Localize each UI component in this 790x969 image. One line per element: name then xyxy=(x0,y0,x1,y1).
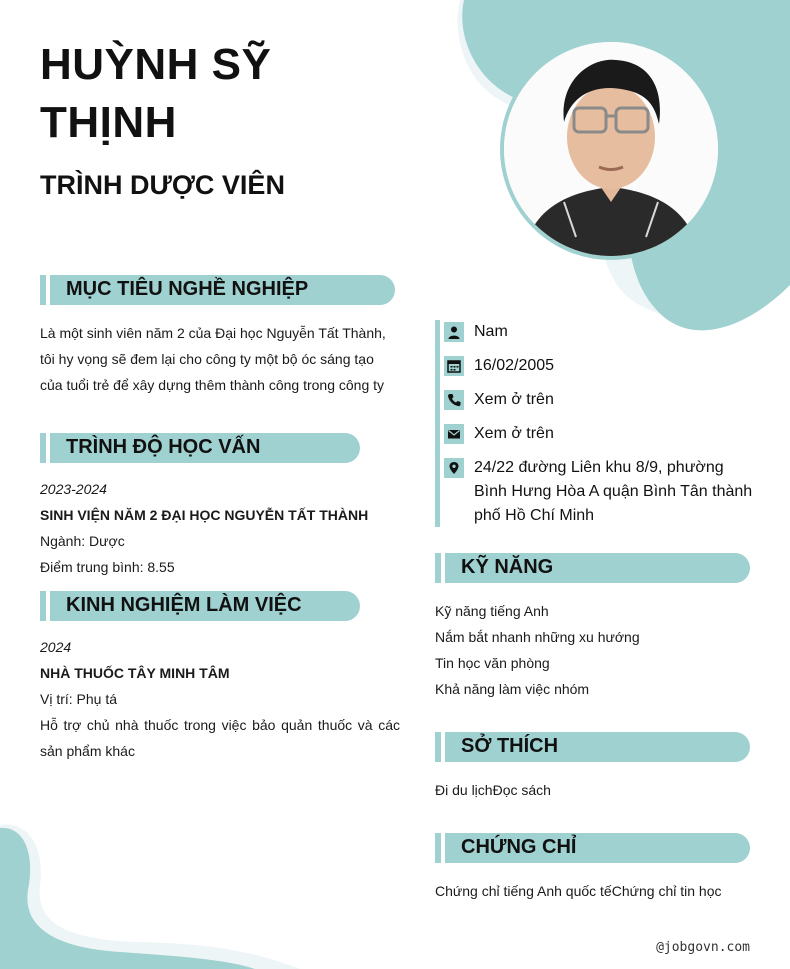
person-icon xyxy=(444,322,464,342)
certificates-heading xyxy=(435,833,750,863)
objective-line: tôi hy vọng sẽ đem lại cho công ty một bộ óc sáng tạo xyxy=(40,351,374,367)
skill-item: Khả năng làm việc nhóm xyxy=(435,681,590,697)
certificates-heading-label: CHỨNG CHỈ xyxy=(461,836,577,858)
portrait-illustration xyxy=(504,42,718,256)
location-pin-icon xyxy=(444,458,464,478)
skills-heading-label: KỸ NĂNG xyxy=(461,556,554,578)
experience-heading xyxy=(40,591,360,621)
experience-period: 2024 xyxy=(40,639,72,655)
objective-line: Là một sinh viên năm 2 của Đại học Nguyễn Tất Thành, xyxy=(40,325,386,341)
education-block xyxy=(40,476,420,580)
objective-heading xyxy=(40,275,395,305)
address-text: 24/22 đường Liên khu 8/9, phường Bình Hưng Hòa A quận Bình Tân thành phố Hồ Chí Minh xyxy=(474,459,753,524)
education-gpa: Điểm trung bình: 8.55 xyxy=(40,559,175,575)
education-school: SINH VIỆN NĂM 2 ĐẠI HỌC NGUYỄN TẤT THÀNH xyxy=(40,507,369,523)
experience-block xyxy=(40,634,400,764)
candidate-name xyxy=(40,36,271,152)
gender-text: Nam xyxy=(474,323,508,340)
email-text: Xem ở trên xyxy=(474,425,554,442)
name-line-2: THỊNH xyxy=(40,98,177,147)
education-major: Ngành: Dược xyxy=(40,533,125,549)
objective-heading-label: MỤC TIÊU NGHỀ NGHIỆP xyxy=(66,278,309,300)
education-heading-label: TRÌNH ĐỘ HỌC VẤN xyxy=(66,436,261,458)
education-heading xyxy=(40,433,360,463)
education-period: 2023-2024 xyxy=(40,481,107,497)
skill-item: Nắm bắt nhanh những xu hướng xyxy=(435,629,640,645)
hobbies-heading xyxy=(435,732,750,762)
watermark: @jobgovn.com xyxy=(656,940,750,955)
skills-heading xyxy=(435,553,750,583)
skills-list xyxy=(435,598,755,702)
phone-icon xyxy=(444,390,464,410)
skill-item: Kỹ năng tiếng Anh xyxy=(435,603,549,619)
calendar-icon xyxy=(444,356,464,376)
experience-heading-label: KINH NGHIỆM LÀM VIỆC xyxy=(66,594,302,616)
name-line-1: HUỲNH SỸ xyxy=(40,40,272,89)
objective-line: của tuổi trẻ để xây dựng thêm thành công trong công ty xyxy=(40,377,385,393)
email-icon xyxy=(444,424,464,444)
hobbies-text: Đi du lịchĐọc sách xyxy=(435,782,551,798)
objective-text xyxy=(40,320,400,398)
bottom-left-blob xyxy=(0,820,340,969)
certificates-text: Chứng chỉ tiếng Anh quốc tếChứng chỉ tin học xyxy=(435,883,722,899)
hobbies-heading-label: SỞ THÍCH xyxy=(461,735,559,757)
profile-photo xyxy=(500,38,722,260)
experience-desc: sản phẩm khác xyxy=(40,743,135,759)
experience-desc: Hỗ trợ chủ nhà thuốc trong việc bảo quản thuốc và các xyxy=(40,717,400,733)
job-title: TRÌNH DƯỢC VIÊN xyxy=(40,170,285,200)
experience-position: Vị trí: Phụ tá xyxy=(40,691,118,707)
phone-text: Xem ở trên xyxy=(474,391,554,408)
experience-company: NHÀ THUỐC TÂY MINH TÂM xyxy=(40,665,230,681)
birthdate-text: 16/02/2005 xyxy=(474,357,555,374)
personal-info-bar xyxy=(435,320,440,527)
skill-item: Tin học văn phòng xyxy=(435,655,550,671)
